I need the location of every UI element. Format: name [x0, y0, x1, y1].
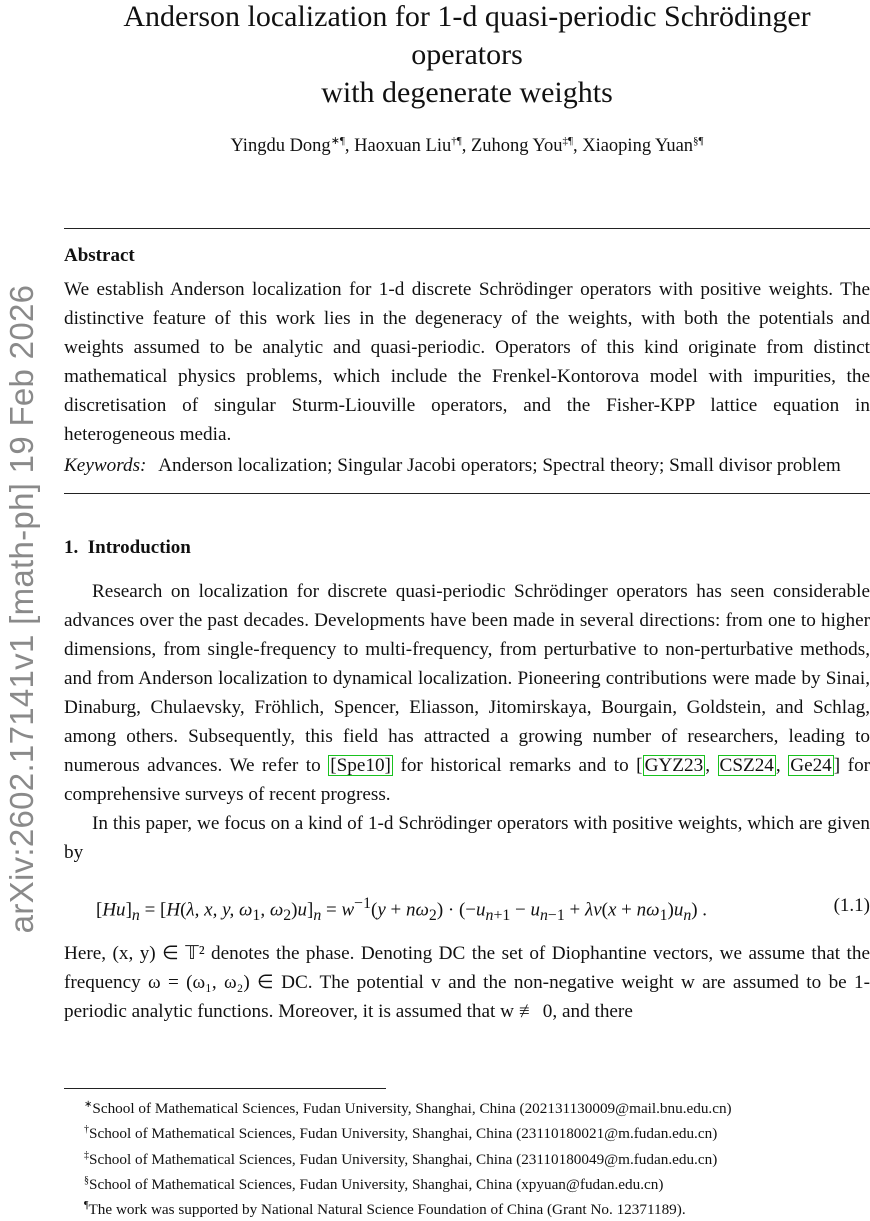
section-title: Introduction	[87, 537, 191, 559]
equation-body: $[Hu]_n = [H(\lambda$, x, y, $\omega_1$, $\omega_2)u]_n = w^{-1}(y + n\omega_2) \cdot (-u_{n+1} - u_{n-1} + \lambda v(x + n\omega_1)u_n)$ .	[96, 895, 708, 925]
footnote-text: The work was supported by National Natural Science Foundation of China (Grant No. 12371189).	[88, 1201, 686, 1219]
footnote	[84, 1145, 870, 1170]
footnote-mark: §	[84, 1175, 89, 1187]
abstract-heading: Abstract	[64, 245, 135, 267]
footnote	[84, 1195, 870, 1220]
footnotes	[84, 1094, 870, 1221]
footnote-text: School of Mathematical Sciences, Fudan University, Shanghai, China (23110180049@m.fudan.edu.cn)	[89, 1150, 718, 1168]
author-list: Yingdu Dong∗¶, Haoxuan Liu†¶, Zuhong You‡¶, Xiaoping Yuan§¶	[230, 135, 704, 157]
footnote	[84, 1094, 870, 1119]
equation-number: (1.1)	[833, 895, 870, 917]
keywords-text: Anderson localization; Singular Jacobi operators; Spectral theory; Small divisor problem	[158, 455, 841, 477]
footnote	[84, 1170, 870, 1195]
keywords-label: Keywords:	[64, 455, 147, 477]
citation-spe10-link[interactable]: [Spe10]	[330, 755, 391, 777]
abstract-top-rule	[64, 228, 870, 229]
author-name: Zuhong You	[470, 136, 563, 157]
footnote-text: School of Mathematical Sciences, Fudan University, Shanghai, China (202131130009@mail.bnu.edu.cn)	[92, 1100, 732, 1118]
footnote-text: School of Mathematical Sciences, Fudan University, Shanghai, China (xpyuan@fudan.edu.cn)	[89, 1176, 664, 1194]
section-number: 1.	[64, 537, 79, 559]
citation-separator: ,	[705, 755, 710, 777]
intro-p1-text: Research on localization for discrete quasi-periodic Schrödinger operators has seen considerable advances over the past decades. Developments have been made in several directions: from one to higher dimensions, from single-frequency to multi-frequency, from perturbative to non-perturbative methods, and from Anderson localization to dynamical localization. Pioneering contributions were made by Sinai, Dinaburg, Chulaevsky, Fröhlich, Spencer, Eliasson, Jitomirskaya, Bourgain, Goldstein, and Schlag, among others. Subsequently, this field has attracted a growing number of researchers, leading to numerous advances. We refer to	[64, 581, 870, 777]
abstract-body: We establish Anderson localization for 1-d discrete Schrödinger operators with positive weights. The distinctive feature of this work lies in the degeneracy of the weights, with both the potentials and weights assumed to be analytic and quasi-periodic. Operators of this kind originate from distinct mathematical physics problems, which include the Frenkel-Kontorova model with impurities, the discretisation of singular Sturm-Liouville operators, and the Fisher-KPP lattice equation in heterogeneous media.	[64, 279, 870, 446]
citation-ge24-link[interactable]: Ge24	[790, 755, 832, 777]
author-name: Haoxuan Liu	[354, 136, 452, 157]
author-marks: ‡¶	[562, 135, 573, 147]
footnote-text: School of Mathematical Sciences, Fudan University, Shanghai, China (23110180021@m.fudan.edu.cn)	[89, 1125, 718, 1143]
arxiv-identifier-stamp: arXiv:2602.17141v1 [math-ph] 19 Feb 2026	[3, 284, 40, 934]
intro-p1-mid: for historical remarks and to [	[400, 755, 643, 777]
footnote-mark: ∗	[84, 1099, 93, 1110]
citation-csz24-link[interactable]: CSZ24	[719, 755, 774, 777]
intro-p1-end: ] for comprehensive surveys of recent progress.	[64, 755, 870, 806]
author-name: Yingdu Dong	[230, 136, 331, 157]
citation-separator: ,	[775, 755, 781, 777]
author-marks: §¶	[693, 135, 704, 147]
paper-page	[64, 0, 870, 1026]
keywords-line	[64, 451, 870, 480]
title-line-2: with degenerate weights	[321, 76, 613, 109]
intro-paragraph-3: Here, (x, y) ∈ 𝕋² denotes the phase. Denoting DC the set of Diophantine vectors, we assume that the frequency ω = (ω₁, ω₂) ∈ DC. The potential v and the non-negative weight w are assumed to be 1-periodic analytic functions. Moreover, it is assumed that w ≢ 0, and there	[64, 943, 870, 1023]
citation-label: Spe10	[336, 755, 385, 777]
author-name: Xiaoping Yuan	[582, 136, 694, 157]
author-marks: ∗¶	[330, 135, 345, 147]
section-heading	[64, 537, 870, 559]
footnote-mark: ‡	[84, 1149, 89, 1161]
author-marks: †¶	[451, 135, 462, 147]
title-line-1: Anderson localization for 1-d quasi-periodic Schrödinger operators	[123, 0, 811, 71]
footnote-mark: †	[84, 1124, 89, 1136]
abstract-bottom-rule	[64, 493, 870, 494]
intro-paragraph-1	[64, 577, 870, 809]
footnote-rule	[64, 1088, 386, 1089]
intro-paragraph-2: In this paper, we focus on a kind of 1-d Schrödinger operators with positive weights, which are given by	[64, 813, 870, 864]
footnote	[84, 1119, 870, 1144]
equation-1-1	[64, 881, 870, 939]
footnote-mark: ¶	[84, 1200, 89, 1212]
paper-title	[64, 0, 870, 112]
citation-gyz23-link[interactable]: GYZ23	[644, 755, 704, 777]
